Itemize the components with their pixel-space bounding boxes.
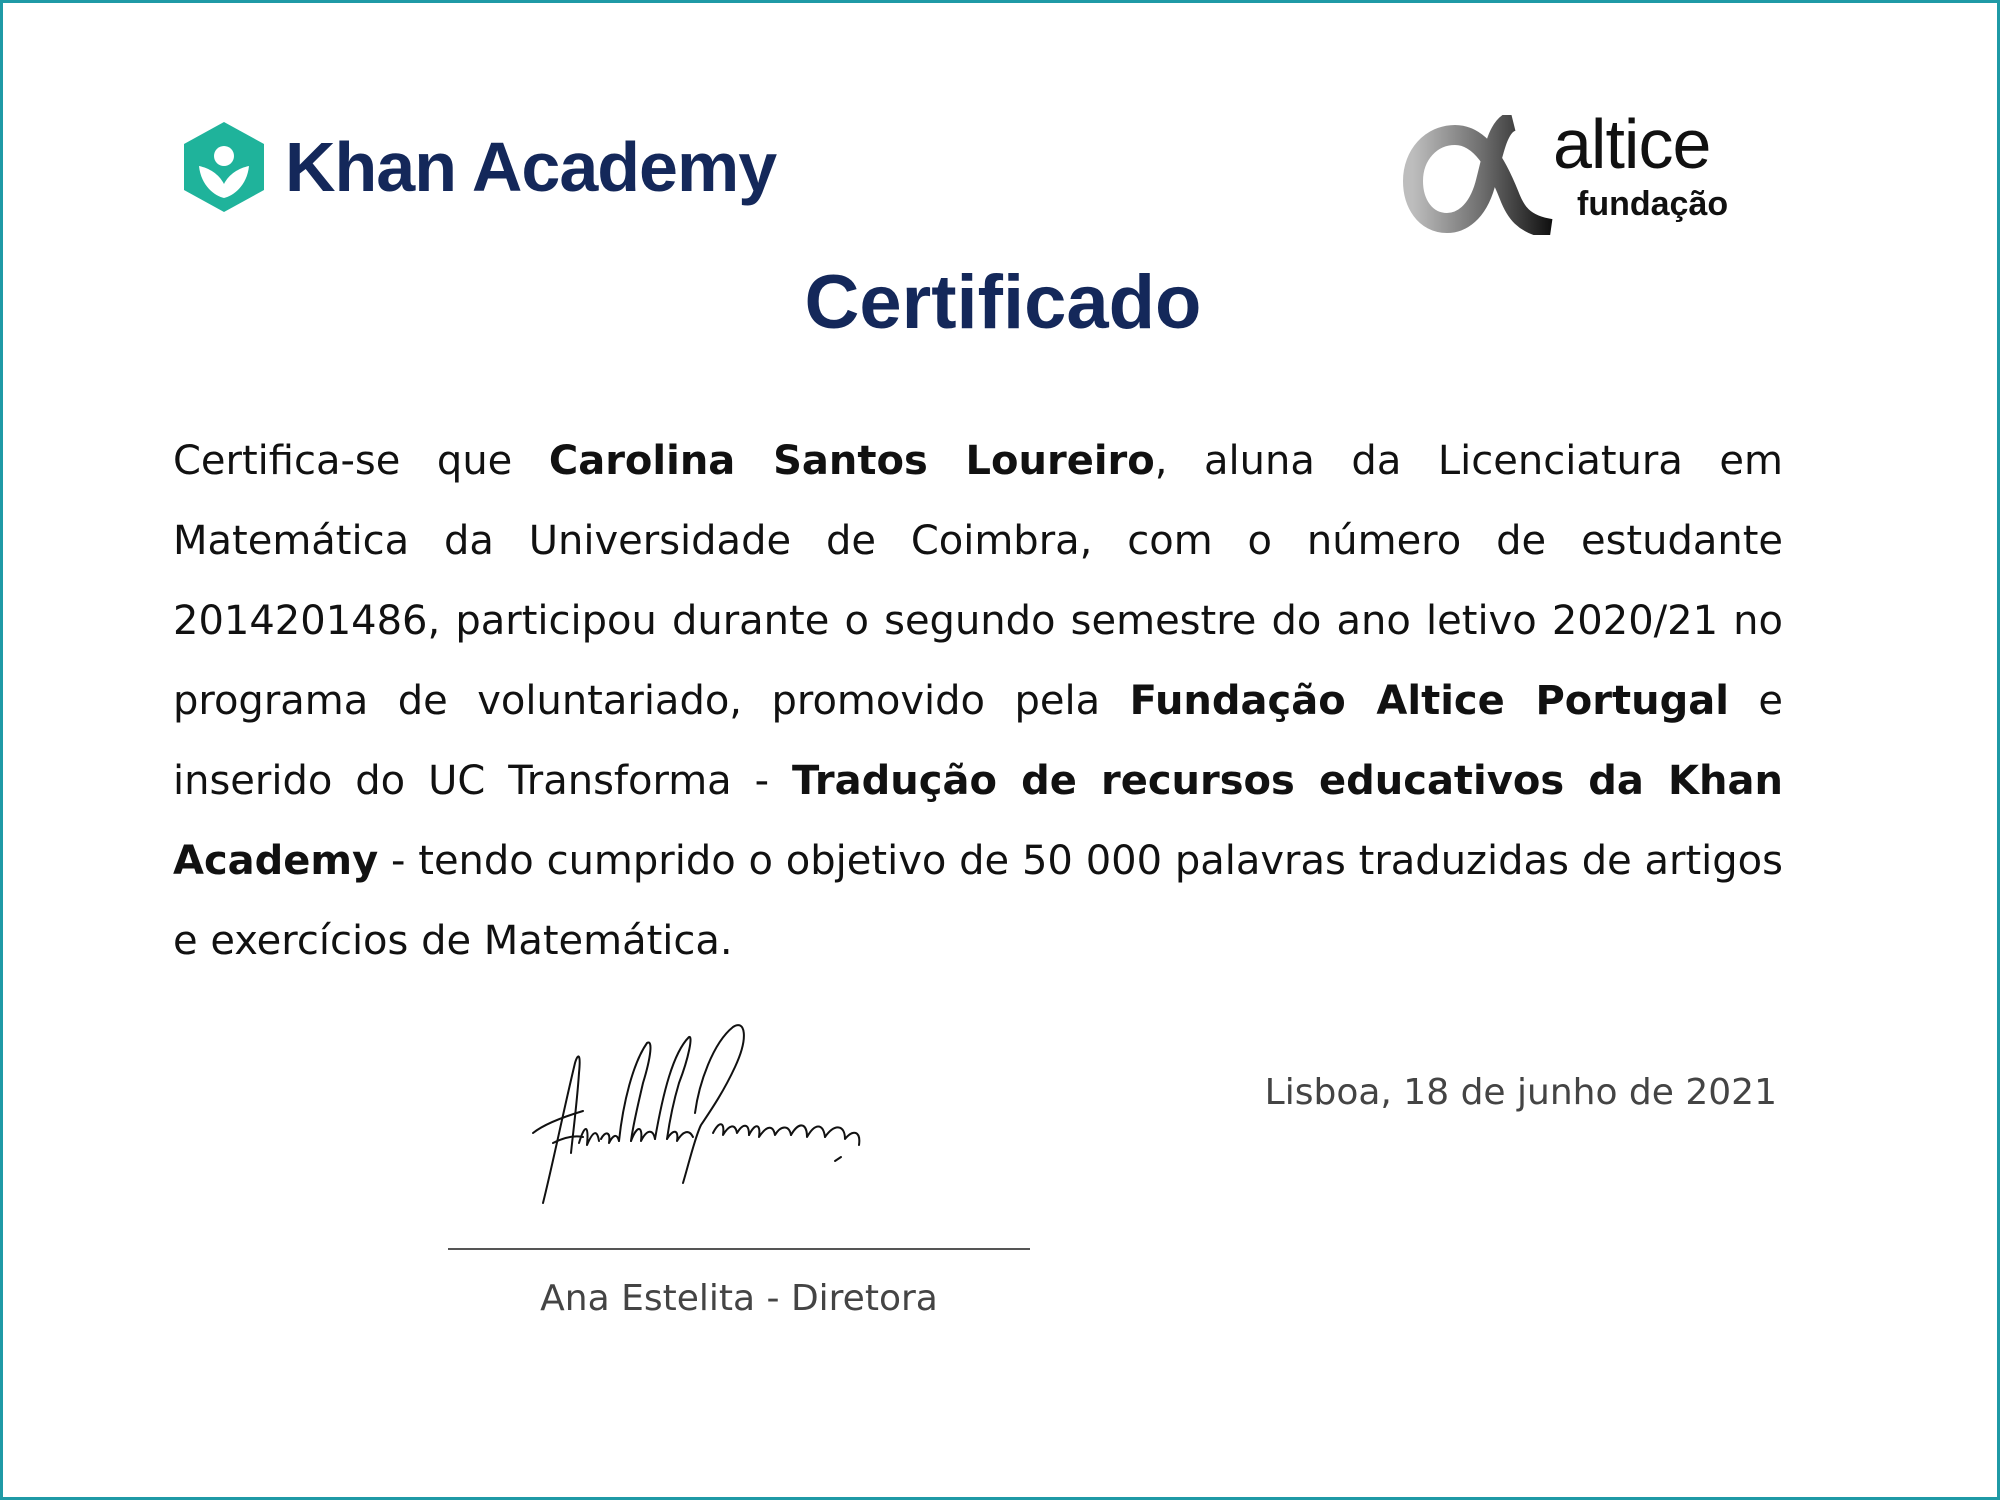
- place-and-date: Lisboa, 18 de junho de 2021: [1264, 1072, 1777, 1113]
- signature-line: [448, 1248, 1030, 1250]
- khan-academy-logo: [181, 117, 776, 217]
- foundation-name: Fundação Altice Portugal: [1129, 678, 1729, 724]
- student-name: Carolina Santos Loureiro: [548, 438, 1155, 484]
- body-program: e inserido do UC Transforma -: [173, 678, 1783, 804]
- altice-fundacao-logo: [1401, 105, 1761, 235]
- body-details: , aluna da Licenciatura em Matemática da Universidade de Coimbra, com o número de estudante 2014201486, participou durante o segundo semestre do ano letivo 2020/21 no programa de voluntariado, promovido pela: [173, 438, 1783, 724]
- altice-alpha-icon: [1401, 115, 1561, 235]
- fundacao-wordmark: fundação: [1577, 185, 1729, 223]
- khan-academy-hexagon-icon: [181, 120, 267, 214]
- body-outcome: - tendo cumprido o objetivo de 50 000 palavras traduzidas de artigos e exercícios de Matemática.: [173, 838, 1783, 964]
- project-name: Tradução de recursos educativos da Khan Academy: [173, 758, 1783, 884]
- khan-academy-wordmark: Khan Academy: [285, 128, 777, 206]
- altice-wordmark: altice: [1553, 105, 1711, 183]
- signer-name: Ana Estelita - Diretora: [540, 1278, 938, 1319]
- certificate-title: Certificado: [804, 260, 1202, 345]
- handwritten-signature: [523, 1013, 903, 1213]
- certificate-body: [173, 421, 1783, 981]
- body-intro: Certifica-se que: [173, 438, 549, 484]
